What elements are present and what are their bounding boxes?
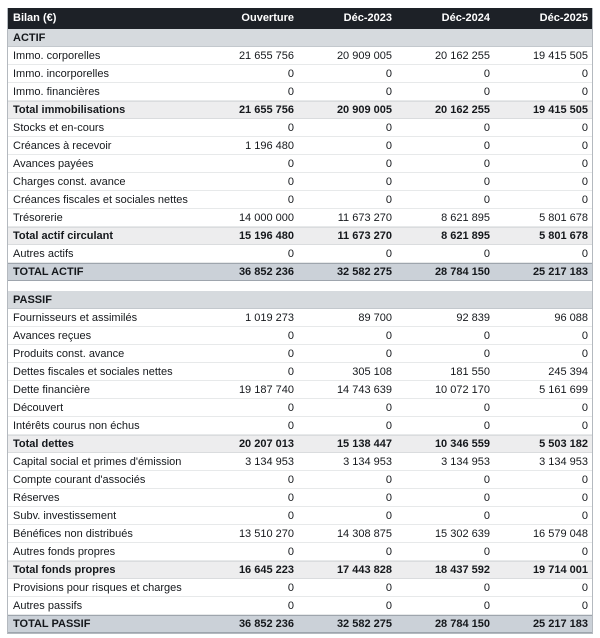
row-value-dec-2024: 0 [483, 247, 490, 260]
table-row [8, 489, 592, 507]
row-value-dec-2023: 0 [385, 419, 392, 432]
row-value-dec-2023: 15 138 447 [336, 438, 392, 450]
row-value-ouverture: 21 655 756 [238, 49, 294, 62]
table-row [8, 345, 592, 363]
table-title: Bilan (€) [13, 12, 57, 24]
row-label: Provisions pour risques et charges [13, 581, 182, 594]
row-value-dec-2025: 19 714 001 [532, 564, 588, 576]
row-value-dec-2024: 20 162 255 [434, 49, 490, 62]
table-row [8, 173, 592, 191]
row-label: Compte courant d'associés [13, 473, 146, 486]
table-row [8, 381, 592, 399]
row-value-dec-2025: 0 [581, 139, 588, 152]
row-value-dec-2024: 8 621 895 [441, 230, 490, 242]
row-label: Trésorerie [13, 211, 63, 224]
row-value-dec-2024: 10 346 559 [434, 438, 490, 450]
row-value-dec-2023: 0 [385, 581, 392, 594]
row-label: Créances à recevoir [13, 139, 112, 152]
row-label: Immo. financières [13, 85, 100, 98]
row-value-ouverture: 0 [287, 365, 294, 378]
row-value-dec-2023: 0 [385, 193, 392, 206]
row-value-ouverture: 0 [287, 247, 294, 260]
row-value-dec-2024: 0 [483, 581, 490, 594]
table-header-row [8, 8, 592, 29]
row-label: Immo. incorporelles [13, 67, 109, 80]
row-value-ouverture: 19 187 740 [238, 383, 294, 396]
row-value-dec-2024: 18 437 592 [434, 564, 490, 576]
row-value-dec-2023: 0 [385, 347, 392, 360]
row-value-dec-2025: 96 088 [554, 311, 588, 324]
row-label: PASSIF [13, 293, 52, 306]
row-value-dec-2023: 20 909 005 [336, 49, 392, 62]
row-value-dec-2025: 0 [581, 157, 588, 170]
table-row [8, 327, 592, 345]
row-value-dec-2025: 0 [581, 67, 588, 80]
row-value-dec-2025: 5 161 699 [539, 383, 588, 396]
table-row [8, 579, 592, 597]
row-value-dec-2024: 92 839 [456, 311, 490, 324]
table-row [8, 101, 592, 119]
row-label: Dettes fiscales et sociales nettes [13, 365, 173, 378]
row-value-ouverture: 0 [287, 121, 294, 134]
row-value-dec-2023: 0 [385, 401, 392, 414]
row-value-dec-2024: 8 621 895 [441, 211, 490, 224]
row-value-dec-2023: 32 582 275 [336, 618, 392, 630]
row-value-dec-2024: 0 [483, 401, 490, 414]
row-value-ouverture: 0 [287, 509, 294, 522]
table-row [8, 47, 592, 65]
row-value-dec-2023: 0 [385, 247, 392, 260]
row-value-dec-2023: 0 [385, 509, 392, 522]
table-row [8, 471, 592, 489]
row-value-ouverture: 15 196 480 [238, 230, 294, 242]
row-value-ouverture: 0 [287, 85, 294, 98]
column-header-dec-2024: Déc-2024 [441, 12, 490, 24]
table-row [8, 291, 592, 309]
row-label: Dette financière [13, 383, 91, 396]
row-value-dec-2024: 3 134 953 [441, 455, 490, 468]
row-label: Immo. corporelles [13, 49, 101, 62]
row-value-dec-2024: 0 [483, 193, 490, 206]
table-row [8, 363, 592, 381]
row-value-dec-2023: 20 909 005 [336, 104, 392, 116]
row-value-ouverture: 14 000 000 [238, 211, 294, 224]
row-value-dec-2025: 0 [581, 545, 588, 558]
row-value-dec-2023: 0 [385, 121, 392, 134]
row-value-ouverture: 20 207 013 [238, 438, 294, 450]
row-label: Charges const. avance [13, 175, 126, 188]
row-value-dec-2023: 14 743 639 [336, 383, 392, 396]
row-label: Total actif circulant [13, 230, 114, 242]
row-value-dec-2024: 0 [483, 121, 490, 134]
table-row [8, 227, 592, 245]
row-value-ouverture: 0 [287, 193, 294, 206]
row-value-dec-2025: 5 801 678 [539, 230, 588, 242]
row-value-dec-2024: 0 [483, 67, 490, 80]
row-value-dec-2024: 0 [483, 157, 490, 170]
row-value-ouverture: 13 510 270 [238, 527, 294, 540]
row-value-dec-2025: 3 134 953 [539, 455, 588, 468]
row-label: Autres fonds propres [13, 545, 116, 558]
row-value-ouverture: 0 [287, 599, 294, 612]
row-value-dec-2023: 0 [385, 545, 392, 558]
row-value-dec-2024: 0 [483, 419, 490, 432]
row-value-dec-2023: 0 [385, 139, 392, 152]
row-value-dec-2023: 305 108 [352, 365, 392, 378]
row-label: ACTIF [13, 31, 46, 44]
row-label: Bénéfices non distribués [13, 527, 133, 540]
table-row [8, 615, 592, 633]
row-value-dec-2025: 0 [581, 509, 588, 522]
row-label: Subv. investissement [13, 509, 117, 522]
table-row [8, 263, 592, 281]
row-value-dec-2025: 0 [581, 329, 588, 342]
row-value-ouverture: 3 134 953 [245, 455, 294, 468]
row-value-dec-2024: 28 784 150 [434, 618, 490, 630]
row-value-dec-2025: 25 217 183 [532, 618, 588, 630]
row-value-dec-2025: 0 [581, 175, 588, 188]
row-value-dec-2025: 19 415 505 [532, 49, 588, 62]
table-row [8, 435, 592, 453]
row-label: Avances payées [13, 157, 94, 170]
row-label: Créances fiscales et sociales nettes [13, 193, 188, 206]
row-label: Fournisseurs et assimilés [13, 311, 138, 324]
column-header-dec-2025: Déc-2025 [539, 12, 588, 24]
row-label: Stocks et en-cours [13, 121, 105, 134]
row-value-dec-2024: 0 [483, 491, 490, 504]
row-value-dec-2023: 11 673 270 [337, 230, 392, 242]
row-value-dec-2025: 0 [581, 347, 588, 360]
row-value-dec-2023: 0 [385, 85, 392, 98]
table-row [8, 209, 592, 227]
row-value-dec-2024: 15 302 639 [434, 527, 490, 540]
table-body [8, 29, 592, 633]
row-label: Total dettes [13, 438, 74, 450]
row-value-ouverture: 0 [287, 581, 294, 594]
column-header-ouverture: Ouverture [241, 12, 294, 24]
table-row [8, 245, 592, 263]
row-label: Total immobilisations [13, 104, 126, 116]
row-value-dec-2025: 0 [581, 85, 588, 98]
row-value-dec-2025: 19 415 505 [532, 104, 588, 116]
row-label: Avances reçues [13, 329, 92, 342]
row-value-dec-2025: 16 579 048 [532, 527, 588, 540]
row-value-dec-2024: 181 550 [450, 365, 490, 378]
row-value-ouverture: 0 [287, 545, 294, 558]
balance-sheet-table [7, 8, 593, 634]
row-value-ouverture: 0 [287, 491, 294, 504]
table-row [8, 65, 592, 83]
row-value-dec-2023: 0 [385, 473, 392, 486]
row-label: Autres passifs [13, 599, 83, 612]
table-row [8, 119, 592, 137]
row-label: Capital social et primes d'émission [13, 455, 182, 468]
row-value-dec-2025: 0 [581, 599, 588, 612]
column-header-dec-2023: Déc-2023 [343, 12, 392, 24]
row-label: Total fonds propres [13, 564, 116, 576]
row-value-dec-2024: 28 784 150 [434, 266, 490, 278]
table-row [8, 453, 592, 471]
row-label: Autres actifs [13, 247, 74, 260]
row-value-dec-2025: 0 [581, 121, 588, 134]
table-row [8, 281, 592, 291]
row-value-dec-2025: 0 [581, 581, 588, 594]
table-row [8, 29, 592, 47]
row-value-ouverture: 36 852 236 [238, 618, 294, 630]
row-value-dec-2023: 17 443 828 [336, 564, 392, 576]
table-row [8, 507, 592, 525]
row-value-ouverture: 0 [287, 419, 294, 432]
row-value-dec-2024: 0 [483, 347, 490, 360]
row-value-dec-2024: 20 162 255 [434, 104, 490, 116]
row-value-dec-2025: 0 [581, 193, 588, 206]
row-value-dec-2024: 0 [483, 139, 490, 152]
row-value-ouverture: 0 [287, 329, 294, 342]
row-value-dec-2025: 245 394 [548, 365, 588, 378]
row-value-dec-2023: 11 673 270 [337, 211, 392, 224]
row-label: TOTAL PASSIF [13, 618, 91, 630]
row-value-dec-2023: 0 [385, 599, 392, 612]
row-value-dec-2024: 0 [483, 545, 490, 558]
row-value-dec-2025: 0 [581, 491, 588, 504]
row-value-ouverture: 1 019 273 [245, 311, 294, 324]
row-value-dec-2024: 0 [483, 599, 490, 612]
row-value-dec-2023: 0 [385, 329, 392, 342]
table-row [8, 191, 592, 209]
row-value-dec-2023: 32 582 275 [336, 266, 392, 278]
row-label: Produits const. avance [13, 347, 125, 360]
row-value-dec-2024: 0 [483, 329, 490, 342]
table-row [8, 525, 592, 543]
row-value-dec-2023: 0 [385, 157, 392, 170]
row-value-dec-2024: 0 [483, 509, 490, 522]
table-row [8, 309, 592, 327]
row-value-ouverture: 36 852 236 [238, 266, 294, 278]
row-value-dec-2023: 0 [385, 491, 392, 504]
row-value-ouverture: 0 [287, 347, 294, 360]
row-value-dec-2024: 0 [483, 473, 490, 486]
table-row [8, 417, 592, 435]
row-value-dec-2024: 0 [483, 85, 490, 98]
row-value-ouverture: 0 [287, 401, 294, 414]
row-value-dec-2025: 25 217 183 [532, 266, 588, 278]
row-label: Réserves [13, 491, 60, 504]
row-value-dec-2023: 14 308 875 [336, 527, 392, 540]
row-value-dec-2025: 5 503 182 [539, 438, 588, 450]
table-row [8, 399, 592, 417]
row-value-dec-2025: 0 [581, 401, 588, 414]
row-value-dec-2023: 89 700 [358, 311, 392, 324]
table-row [8, 597, 592, 615]
table-row [8, 543, 592, 561]
row-value-dec-2025: 0 [581, 247, 588, 260]
row-value-ouverture: 0 [287, 67, 294, 80]
row-value-ouverture: 0 [287, 157, 294, 170]
row-value-dec-2023: 0 [385, 175, 392, 188]
row-label: Découvert [13, 401, 64, 414]
table-row [8, 83, 592, 101]
row-value-ouverture: 0 [287, 473, 294, 486]
row-value-dec-2023: 0 [385, 67, 392, 80]
row-value-dec-2025: 0 [581, 419, 588, 432]
row-value-dec-2025: 5 801 678 [539, 211, 588, 224]
row-value-ouverture: 1 196 480 [245, 139, 294, 152]
row-label: Intérêts courus non échus [13, 419, 140, 432]
table-row [8, 155, 592, 173]
row-value-ouverture: 0 [287, 175, 294, 188]
row-value-ouverture: 16 645 223 [238, 564, 294, 576]
table-row [8, 561, 592, 579]
row-value-dec-2024: 10 072 170 [434, 383, 490, 396]
row-value-dec-2024: 0 [483, 175, 490, 188]
row-value-ouverture: 21 655 756 [238, 104, 294, 116]
row-label: TOTAL ACTIF [13, 266, 84, 278]
row-value-dec-2025: 0 [581, 473, 588, 486]
row-value-dec-2023: 3 134 953 [343, 455, 392, 468]
table-row [8, 137, 592, 155]
